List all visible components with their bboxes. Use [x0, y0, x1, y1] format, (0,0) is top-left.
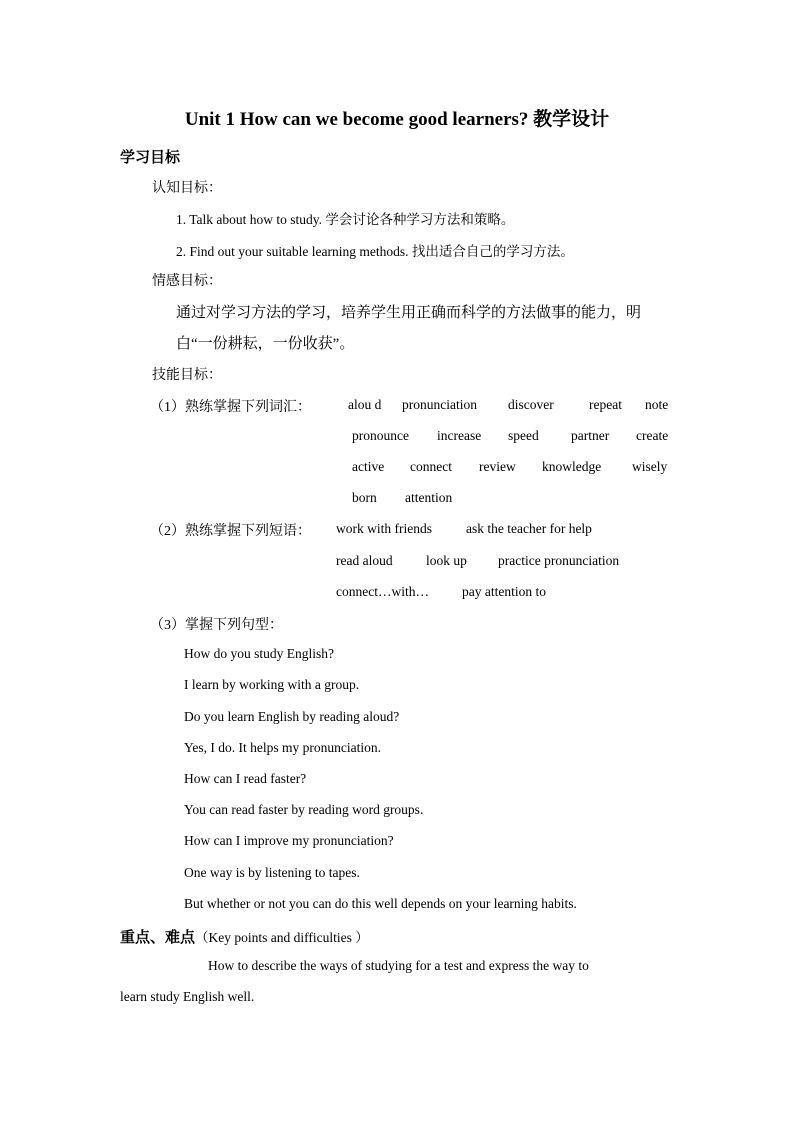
phrase: ask the teacher for help: [466, 521, 592, 536]
cognitive-item: 1. Talk about how to study. 学会讨论各种学习方法和策略。: [176, 212, 515, 227]
vocab-word: active: [352, 459, 385, 474]
affective-label: 情感目标：: [152, 274, 222, 289]
phrase: connect…with…: [336, 584, 429, 599]
vocab-word: discover: [508, 397, 554, 412]
vocab-word: connect: [410, 459, 452, 474]
vocab-word: attention: [405, 490, 453, 505]
sentence: How do you study English?: [184, 646, 334, 661]
sentence-label: （3）掌握下列句型：: [150, 618, 283, 633]
key-points-heading-en: （Key points and difficulties ）: [195, 930, 369, 945]
sentence: Yes, I do. It helps my pronunciation.: [184, 740, 381, 755]
vocab-word: speed: [508, 428, 539, 443]
vocab-word: pronounce: [352, 428, 409, 443]
sentence: You can read faster by reading word groups.: [184, 802, 424, 817]
affective-text-line: 通过对学习方法的学习，培养学生用正确而科学的方法做事的能力，明: [176, 305, 642, 321]
sentence: Do you learn English by reading aloud?: [184, 709, 400, 724]
phrase: read aloud: [336, 553, 393, 568]
affective-text-line: 白“一份耕耘，一份收获”。: [176, 336, 355, 352]
vocab-word: review: [479, 459, 516, 474]
vocab-word: knowledge: [542, 459, 602, 474]
sentence: But whether or not you can do this well depends on your learning habits.: [184, 896, 577, 911]
vocab-word: increase: [437, 428, 482, 443]
cognitive-label: 认知目标：: [152, 181, 222, 196]
vocab-word: create: [636, 428, 669, 443]
sentence: I learn by working with a group.: [184, 677, 360, 692]
phrase: work with friends: [336, 521, 432, 536]
vocab-word: pronunciation: [402, 397, 477, 412]
document-title: Unit 1 How can we become good learners? 教学设计: [184, 109, 610, 130]
vocab-word: wisely: [632, 459, 668, 474]
vocab-word: alou d: [348, 397, 382, 412]
key-points-text: learn study English well.: [120, 989, 255, 1004]
key-points-text: How to describe the ways of studying for a test and express the way to: [208, 958, 589, 973]
phrase: practice pronunciation: [498, 553, 620, 568]
vocab-label: （1）熟练掌握下列词汇：: [150, 400, 311, 415]
cognitive-item: 2. Find out your suitable learning methods. 找出适合自己的学习方法。: [176, 244, 574, 259]
key-points-heading-line: [120, 926, 369, 947]
phrase-label: （2）熟练掌握下列短语：: [150, 524, 311, 539]
objectives-heading: 学习目标: [120, 150, 181, 166]
vocab-word: partner: [571, 428, 610, 443]
vocab-word: note: [645, 397, 669, 412]
vocab-word: repeat: [589, 397, 622, 412]
sentence: How can I read faster?: [184, 771, 307, 786]
sentence: How can I improve my pronunciation?: [184, 833, 394, 848]
phrase: look up: [426, 553, 467, 568]
skills-label: 技能目标：: [152, 368, 222, 383]
sentence: One way is by listening to tapes.: [184, 865, 360, 880]
vocab-word: born: [352, 490, 377, 505]
key-points-heading: 重点、难点: [120, 930, 196, 946]
phrase: pay attention to: [462, 584, 546, 599]
